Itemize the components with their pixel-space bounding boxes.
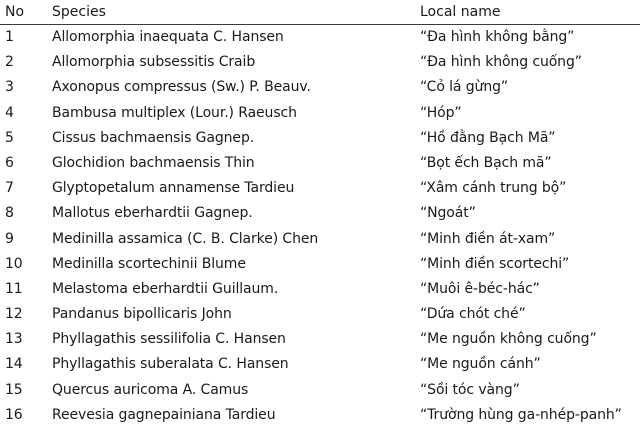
cell-no: 12 bbox=[5, 306, 23, 323]
cell-no: 4 bbox=[5, 104, 14, 121]
table-row bbox=[0, 277, 640, 302]
cell-no: 11 bbox=[5, 280, 23, 297]
cell-local-name: “Cỏ lá gừng” bbox=[420, 79, 509, 96]
cell-species: Bambusa multiplex (Lour.) Raeusch bbox=[52, 104, 297, 121]
cell-local-name: “Bọt ếch Bạch mã” bbox=[420, 154, 552, 171]
table-row bbox=[0, 75, 640, 100]
cell-species: Phyllagathis suberalata C. Hansen bbox=[52, 356, 289, 373]
cell-species: Allomorphia inaequata C. Hansen bbox=[52, 29, 284, 45]
cell-no: 13 bbox=[5, 331, 23, 348]
cell-local-name: “Ngoát” bbox=[420, 205, 476, 222]
cell-local-name: “Đa hình không bằng” bbox=[420, 29, 575, 45]
cell-local-name: “Hồ đằng Bạch Mã” bbox=[420, 129, 556, 146]
table-row bbox=[0, 176, 640, 201]
table-row bbox=[0, 151, 640, 176]
cell-no: 3 bbox=[5, 79, 14, 96]
cell-no: 9 bbox=[5, 230, 14, 247]
cell-local-name: “Me nguồn không cuống” bbox=[420, 331, 597, 348]
cell-species: Medinilla scortechinii Blume bbox=[52, 255, 246, 272]
cell-no: 1 bbox=[5, 29, 14, 45]
cell-species: Quercus auricoma A. Camus bbox=[52, 381, 249, 398]
table-row bbox=[0, 352, 640, 377]
header-local-name: Local name bbox=[420, 4, 501, 20]
cell-local-name: “Me nguồn cánh” bbox=[420, 356, 541, 373]
table-row bbox=[0, 201, 640, 226]
header-species: Species bbox=[52, 4, 106, 20]
table-row bbox=[0, 227, 640, 252]
cell-species: Cissus bachmaensis Gagnep. bbox=[52, 129, 255, 146]
table-row bbox=[0, 252, 640, 277]
cell-no: 2 bbox=[5, 54, 14, 71]
cell-species: Pandanus bipollicaris John bbox=[52, 306, 232, 323]
cell-no: 6 bbox=[5, 154, 14, 171]
table-row bbox=[0, 126, 640, 151]
cell-no: 14 bbox=[5, 356, 23, 373]
cell-species: Medinilla assamica (C. B. Clarke) Chen bbox=[52, 230, 319, 247]
cell-no: 15 bbox=[5, 381, 23, 398]
table-body bbox=[0, 25, 640, 428]
cell-no: 8 bbox=[5, 205, 14, 222]
table-row bbox=[0, 101, 640, 126]
table-row bbox=[0, 403, 640, 428]
cell-local-name: “Minh điền át-xam” bbox=[420, 230, 556, 247]
cell-species: Glyptopetalum annamense Tardieu bbox=[52, 180, 295, 197]
table-header bbox=[0, 0, 640, 25]
table-row bbox=[0, 378, 640, 403]
table-row bbox=[0, 327, 640, 352]
header-no: No bbox=[5, 4, 25, 20]
cell-no: 16 bbox=[5, 406, 23, 423]
table-row bbox=[0, 302, 640, 327]
cell-species: Axonopus compressus (Sw.) P. Beauv. bbox=[52, 79, 311, 96]
table-row bbox=[0, 50, 640, 75]
cell-local-name: “Trường hùng ga-nhép-panh” bbox=[420, 406, 622, 423]
cell-no: 7 bbox=[5, 180, 14, 197]
cell-local-name: “Minh điền scortechi” bbox=[420, 255, 570, 272]
table-row bbox=[0, 25, 640, 50]
cell-local-name: “Xâm cánh trung bộ” bbox=[420, 180, 567, 197]
cell-species: Glochidion bachmaensis Thin bbox=[52, 154, 255, 171]
cell-species: Reevesia gagnepainiana Tardieu bbox=[52, 406, 276, 423]
cell-no: 10 bbox=[5, 255, 23, 272]
cell-local-name: “Sồi tóc vàng” bbox=[420, 381, 520, 398]
cell-no: 5 bbox=[5, 129, 14, 146]
cell-species: Phyllagathis sessilifolia C. Hansen bbox=[52, 331, 286, 348]
cell-species: Allomorphia subsessitis Craib bbox=[52, 54, 256, 71]
cell-local-name: “Đa hình không cuống” bbox=[420, 54, 582, 71]
cell-local-name: “Muôi ê-béc-hác” bbox=[420, 280, 540, 297]
cell-local-name: “Dứa chót ché” bbox=[420, 306, 526, 323]
cell-species: Mallotus eberhardtii Gagnep. bbox=[52, 205, 253, 222]
cell-local-name: “Hóp” bbox=[420, 104, 462, 121]
cell-species: Melastoma eberhardtii Guillaum. bbox=[52, 280, 279, 297]
